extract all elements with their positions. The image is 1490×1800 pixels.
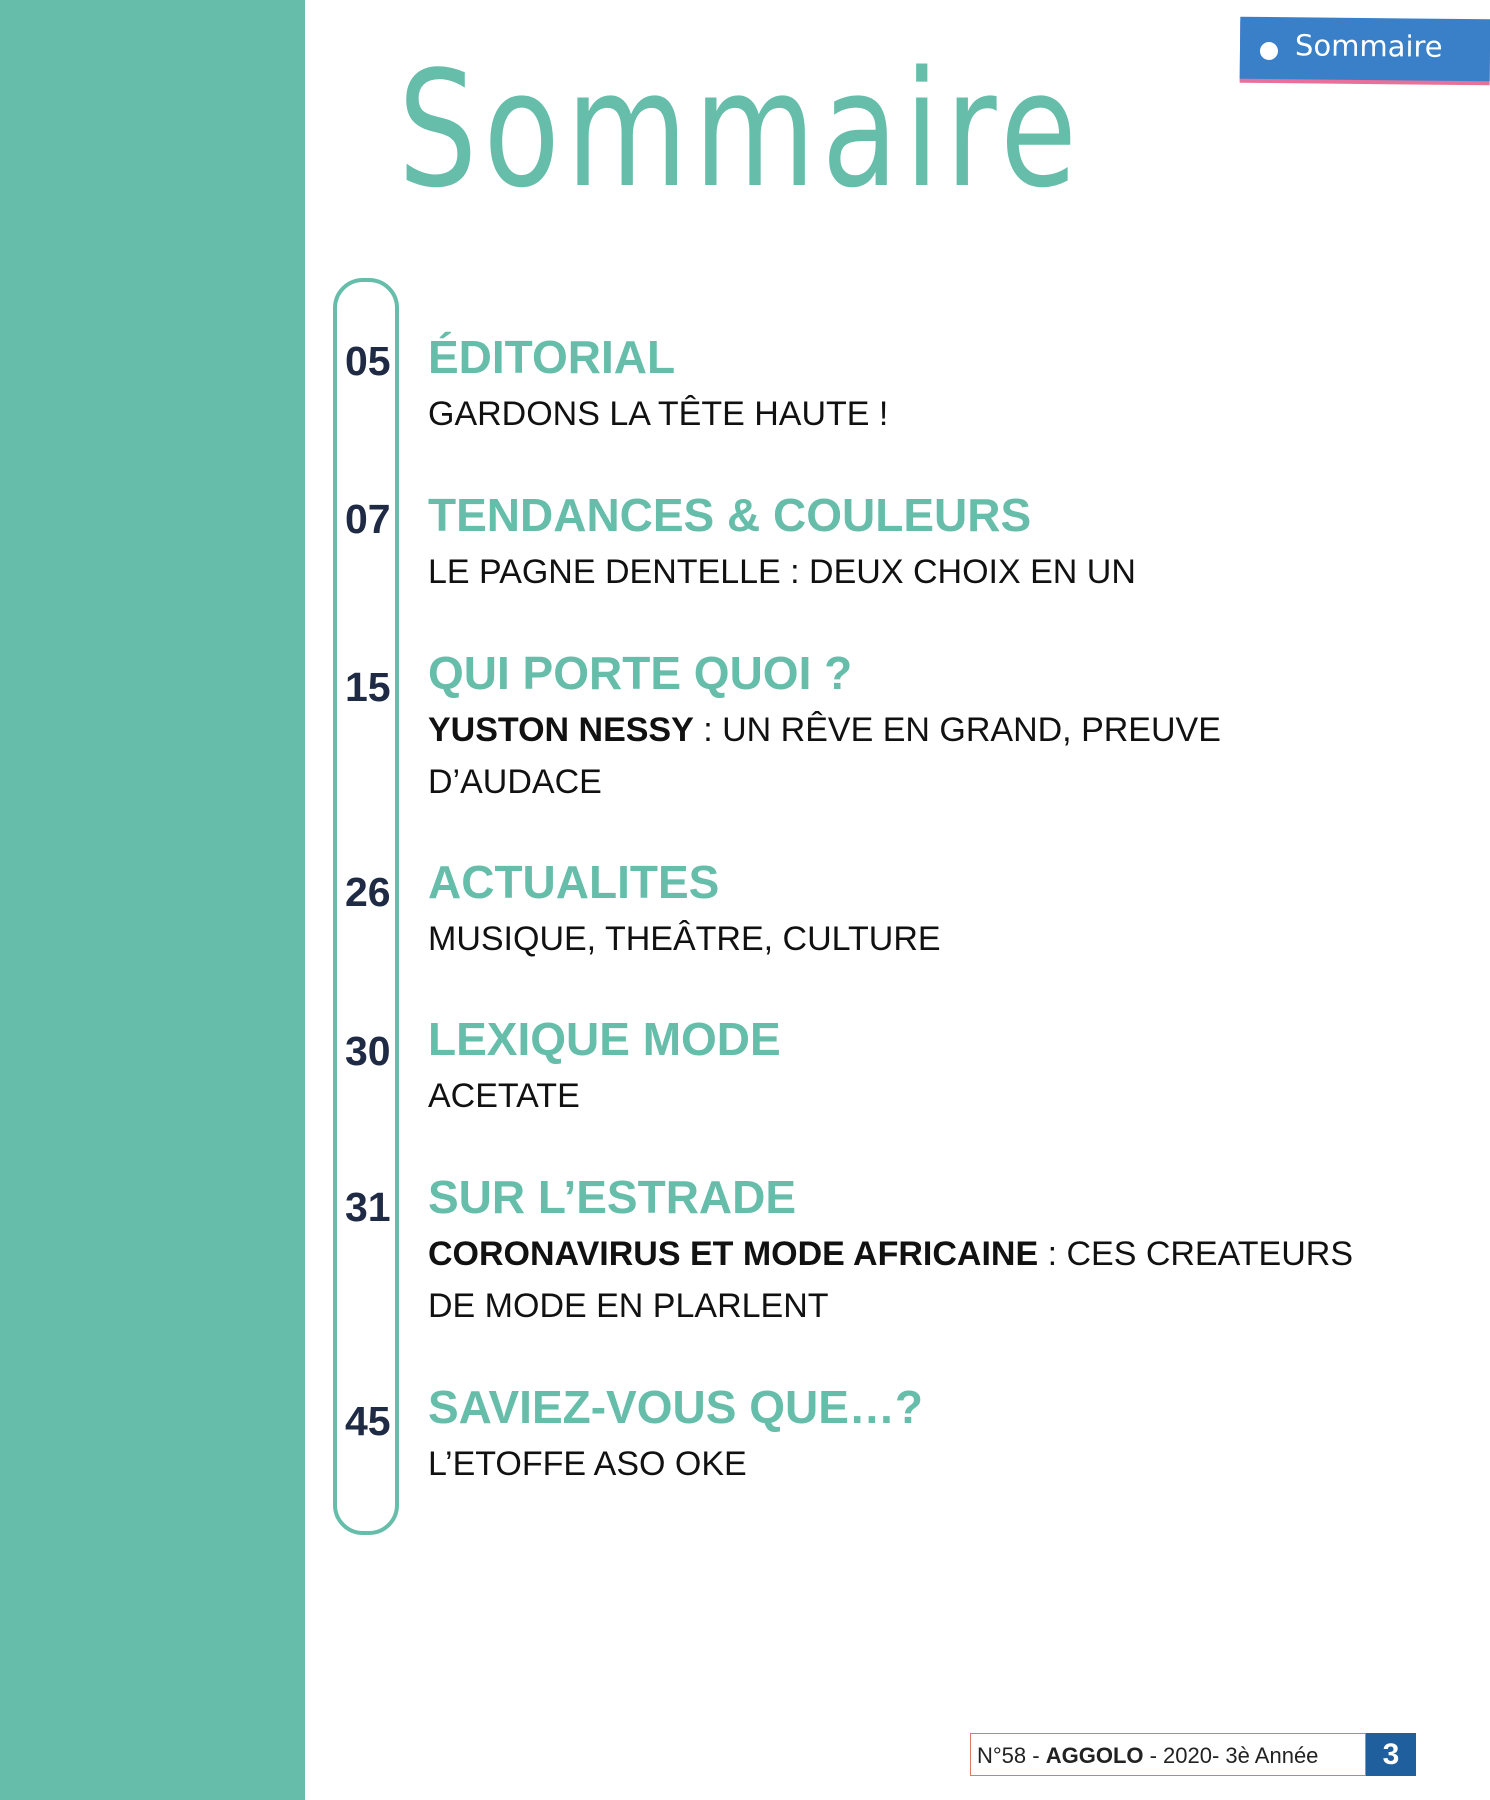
toc-page-number: 30 [345,1028,391,1074]
section-tab-label: Sommaire [1294,28,1443,64]
toc-heading: TENDANCES & COULEURS [428,489,1032,541]
footer-issue-info [970,1733,1366,1776]
page-title: Sommaire [398,36,1084,223]
toc-heading: SAVIEZ-VOUS QUE…? [428,1381,923,1433]
section-tab [1240,17,1490,82]
page-number: 3 [1366,1733,1416,1776]
toc-page-number: 45 [345,1398,391,1444]
toc-subtitle [428,1070,1388,1122]
toc-subtitle-text: LE PAGNE DENTELLE : DEUX CHOIX EN UN [428,553,1136,591]
toc-subtitle-text: ACETATE [428,1077,580,1115]
toc-subtitle [428,704,1288,808]
footer-details: - 2020- 3è Année [1143,1743,1319,1768]
toc-heading: ACTUALITES [428,856,720,908]
toc-page-number: 31 [345,1184,391,1230]
toc-page-number: 05 [345,338,391,384]
toc-subtitle [428,1438,1388,1490]
toc-heading: QUI PORTE QUOI ? [428,647,853,699]
toc-subtitle-text: GARDONS LA TÊTE HAUTE ! [428,395,889,433]
footer-issue: N°58 - [977,1743,1046,1768]
toc-heading: ÉDITORIAL [428,331,676,383]
footer-magazine: AGGOLO [1045,1743,1144,1768]
toc-subtitle-bold: YUSTON NESSY [428,711,694,749]
toc-page-number: 07 [345,496,391,542]
toc-page-number: 26 [345,869,391,915]
toc-subtitle [428,913,1388,965]
toc-subtitle-text: : CES CREATEURS DE MODE EN PLARLENT [428,1235,1353,1325]
toc-subtitle [428,1228,1388,1332]
toc-subtitle-text: L’ETOFFE ASO OKE [428,1445,747,1483]
toc-subtitle [428,546,1388,598]
toc-heading: SUR L’ESTRADE [428,1171,797,1223]
toc-page-number: 15 [345,664,391,710]
side-color-band [0,0,305,1800]
toc-heading: LEXIQUE MODE [428,1013,781,1065]
toc-subtitle [428,388,1388,440]
bullet-dot-icon [1260,42,1278,60]
toc-subtitle-text: : UN RÊVE EN GRAND, PREUVE D’AUDACE [428,711,1221,801]
toc-subtitle-bold: CORONAVIRUS ET MODE AFRICAINE [428,1235,1039,1273]
toc-subtitle-text: MUSIQUE, THEÂTRE, CULTURE [428,920,941,958]
